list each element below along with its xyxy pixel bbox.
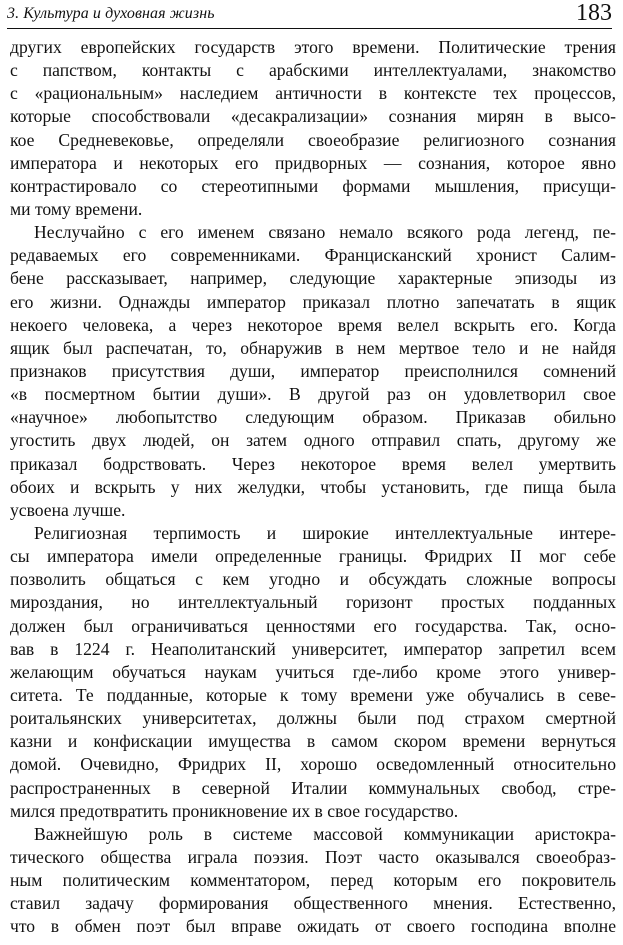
text-line: должен был ограничиваться ценностями его государства. Так, осно- — [10, 615, 616, 636]
paragraph — [10, 36, 616, 221]
running-header — [7, 0, 612, 29]
text-line: позволить общаться с кем угодно и обсуждать сложные вопросы — [10, 569, 616, 590]
text-line: императора и некоторых его придворных — сознания, которое явно — [10, 152, 616, 173]
text-line: тического общества играла поэзия. Поэт часто оказывался своеобраз- — [10, 846, 616, 867]
text-line: ставил задачу формирования общественного мнения. Естественно, — [10, 893, 616, 914]
text-line: обоих и вскрыть у них желудки, чтобы установить, где пища была — [10, 476, 616, 497]
text-line: Религиозная терпимость и широкие интеллектуальные интере- — [34, 522, 616, 543]
text-line: ящик был распечатан, то, обнаружив в нем мертвое тело и не найдя — [10, 337, 616, 358]
text-line: ситета. Те подданные, которые к тому времени уже обучались в севе- — [10, 684, 616, 705]
text-line: ным политическим комментатором, перед которым его покровитель — [10, 870, 616, 891]
text-line: кое Средневековье, определяли своеобразие религиозного сознания — [10, 129, 616, 150]
text-line: некоего человека, а через некоторое время велел вскрыть его. Когда — [10, 314, 616, 335]
text-line: редаваемых его современниками. Францисканский хронист Салим- — [10, 245, 616, 266]
text-line: с «рациональным» наследием античности в контексте тех процессов, — [10, 83, 616, 104]
paragraph — [10, 522, 616, 823]
text-line: Неслучайно с его именем связано немало всякого рода легенд, пе- — [34, 222, 616, 243]
text-line: Важнейшую роль в системе массовой коммуникации аристокра- — [34, 823, 616, 844]
body-text — [10, 36, 616, 938]
text-line: вав в 1224 г. Неаполитанский университет, император запретил всем — [10, 638, 616, 659]
text-line: роитальянских университетах, должны были под страхом смертной — [10, 708, 616, 729]
text-line: его жизни. Однажды император приказал плотно запечатать в ящик — [10, 291, 616, 312]
text-line: угостить двух людей, он затем одного отправил спать, другому же — [10, 430, 616, 451]
text-line: распространенных в северной Италии коммунальных свобод, стре- — [10, 777, 616, 798]
text-line: бене рассказывает, например, следующие характерные эпизоды из — [10, 268, 616, 289]
text-line: ми тому времени. — [10, 198, 143, 219]
text-line: «научное» любопытство следующим образом. Приказав обильно — [10, 407, 616, 428]
text-line: «в посмертном бытии души». В другой раз он удовлетворил свое — [10, 384, 616, 405]
page-number: 183 — [576, 0, 612, 26]
text-line: домой. Очевидно, Фридрих II, хорошо осведомленный относительно — [10, 754, 616, 775]
text-line: сы императора имели определенные границы. Фридрих II мог себе — [10, 546, 616, 567]
text-line: мился предотвратить проникновение их в свое государство. — [10, 800, 459, 821]
text-line: усвоена лучше. — [10, 499, 126, 520]
text-line: других европейских государств этого времени. Политические трения — [10, 37, 616, 57]
text-line: приказал бодрствовать. Через некоторое время велел умертвить — [10, 453, 616, 474]
text-line: казни и конфискации имущества в самом скором времени вернуться — [10, 731, 616, 752]
text-line: контрастировало со стереотипными формами мышления, присущи- — [10, 175, 616, 196]
text-line: признаков присутствия души, император преисполнился сомнений — [10, 360, 616, 381]
text-line: желающим обучаться наукам учиться где-либо кроме этого универ- — [10, 661, 616, 682]
paragraph — [10, 823, 616, 939]
chapter-running-title: 3. Культура и духовная жизнь — [7, 5, 215, 22]
text-line: что в обмен поэт был вправе ожидать от своего господина вполне — [10, 916, 616, 937]
text-line: которые способствовали «десакрализации» сознания мирян в высо- — [10, 106, 616, 127]
text-line: с папством, контакты с арабскими интеллектуалами, знакомство — [10, 60, 616, 81]
text-line: мироздания, но интеллектуальный горизонт простых подданных — [10, 592, 616, 613]
paragraph — [10, 221, 616, 522]
